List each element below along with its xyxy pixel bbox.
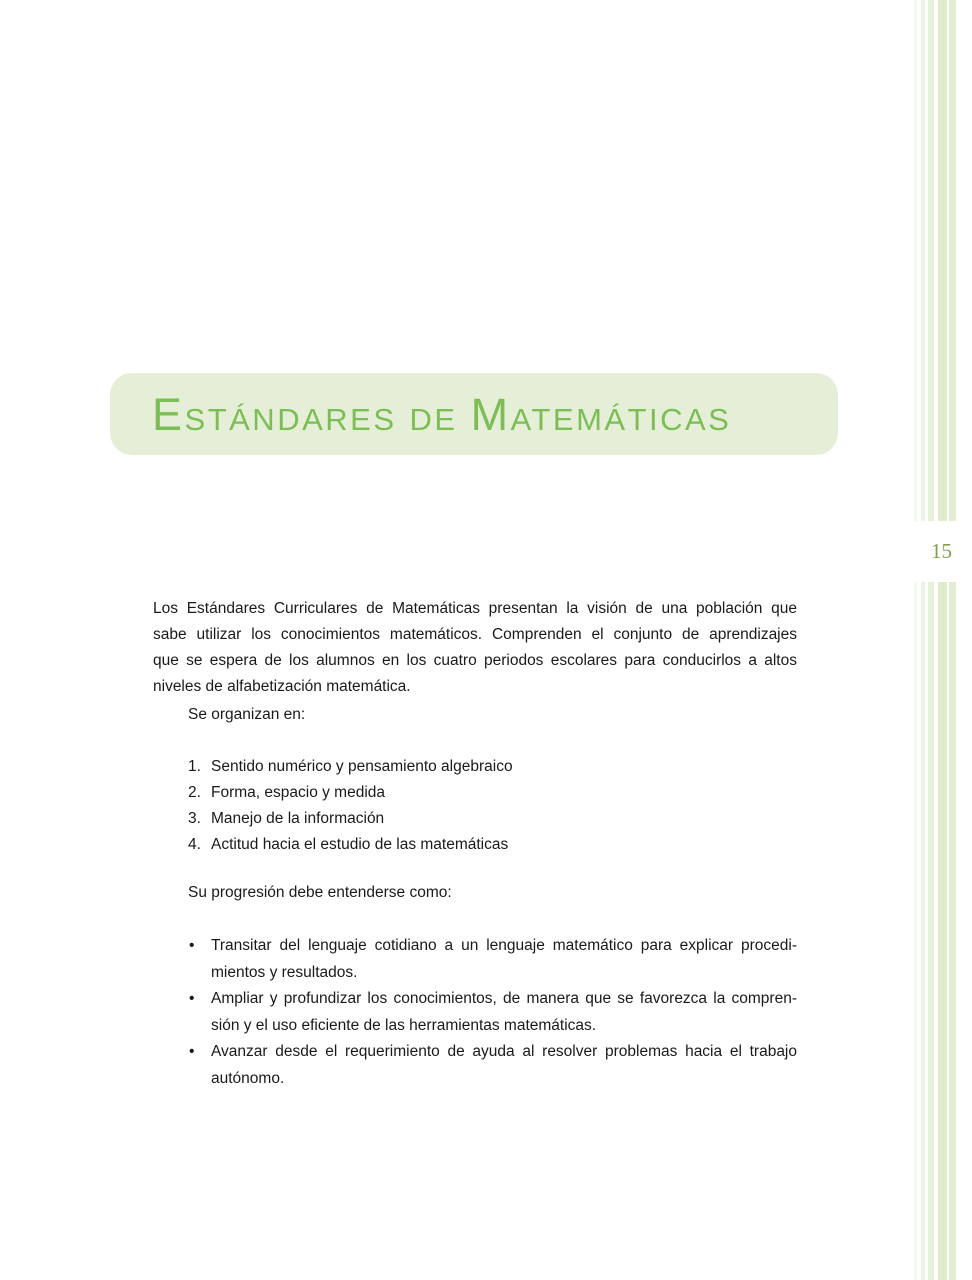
item-text: Sentido numérico y pensamiento algebraico [211,758,513,775]
title-initial: E [152,388,185,440]
item-text: Actitud hacia el estudio de las matemáticas [211,836,509,853]
bullet-line: mientos y resultados. [211,963,358,981]
title-text: ATEMÁTICAS [510,401,732,437]
bullet-line: autónomo. [211,1069,285,1087]
title-banner [110,373,838,455]
bullet-line: Transitar del lenguaje cotidiano a un lenguaje matemático para explicar procedi- [211,937,797,954]
bullet-icon: • [189,1043,195,1060]
edge-stripe [928,0,934,1280]
page-title [152,388,732,440]
title-text: DE [409,401,458,437]
edge-stripe [921,0,925,1280]
item-number: 1. [188,758,201,775]
edge-stripe [938,0,947,1280]
intro-paragraph [153,596,797,700]
title-initial: M [470,388,511,440]
item-number: 3. [188,810,201,827]
numbered-item [153,754,797,780]
bullet-line: sión y el uso eficiente de las herramientas matemáticas. [211,1016,597,1034]
bullet-item [153,1039,797,1092]
item-number: 2. [188,784,201,801]
numbered-list [153,754,797,858]
numbered-item [153,780,797,806]
bullet-item [153,986,797,1039]
edge-stripe [949,0,956,1280]
intro-line: niveles de alfabetización matemática. [153,678,411,695]
numbered-item [153,832,797,858]
bullet-line: Avanzar desde el requerimiento de ayuda al resolver problemas hacia el trabajo [211,1043,797,1060]
organize-heading: Se organizan en: [188,706,306,723]
page-number: 15 [931,539,952,563]
bullet-line: Ampliar y profundizar los conocimientos, de manera que se favorezca la compren- [211,990,797,1007]
intro-line: Los Estándares Curriculares de Matemáticas presentan la visión de una población que [153,600,797,617]
intro-line: sabe utilizar los conocimientos matemáticos. Comprenden el conjunto de aprendizajes [153,626,797,643]
item-number: 4. [188,836,201,853]
page-number-gap [898,521,972,582]
bullet-icon: • [189,937,195,954]
item-text: Forma, espacio y medida [211,784,386,801]
edge-stripe [914,0,917,1280]
title-text: STÁNDARES [184,401,397,437]
intro-line: que se espera de los alumnos en los cuatro periodos escolares para conducirlos a altos [153,652,797,669]
bullet-item [153,933,797,986]
progression-heading: Su progresión debe entenderse como: [188,884,452,901]
item-text: Manejo de la información [211,810,385,827]
bullet-list [153,933,797,1092]
numbered-item [153,806,797,832]
bullet-icon: • [189,990,195,1007]
